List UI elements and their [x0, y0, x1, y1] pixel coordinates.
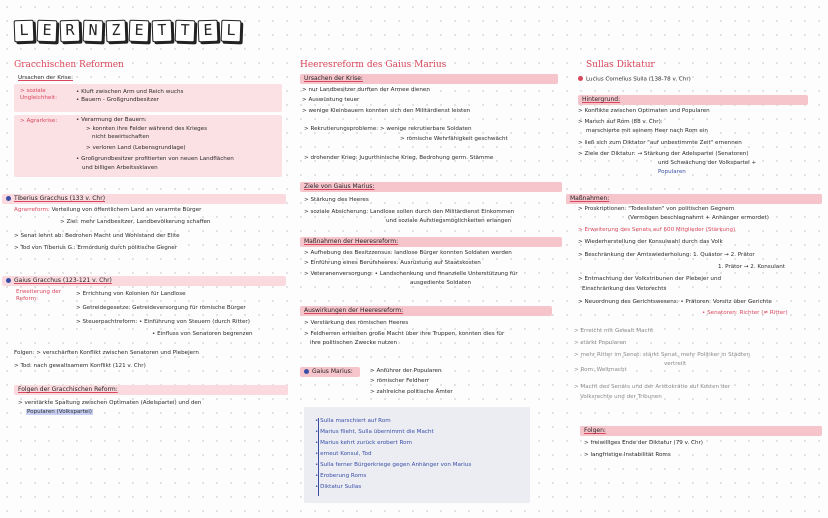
ziele-label: Ziele von Gaius Marius: — [300, 182, 562, 192]
ausw-line: > Feldherren erhielten große Macht über ihre Truppen, konnten dies für — [304, 331, 505, 337]
agrar-line: nicht bewirtschaften — [92, 134, 150, 140]
gm-line: > zahlreiche politische Ämter — [370, 389, 453, 395]
grey-line: > Macht des Senats und der Aristokratie auf Kosten der — [574, 384, 731, 390]
title-letter: E — [198, 20, 219, 43]
soziale-line: • Bauern - Großgrundbesitzer — [76, 97, 159, 103]
mass-line: > Aufhebung des Besitzzensus: landlose Bürger konnten Soldaten werden — [304, 250, 512, 256]
hint-line: > Ziele der Diktatur: → Stärkung der Adelspartei (Senatoren) — [578, 151, 749, 157]
marius-heading: Heeresreform des Gaius Marius — [300, 60, 447, 70]
agrar-line: • Verarmung der Bauern: — [76, 117, 147, 123]
folgen3-label: Folgen: — [580, 426, 822, 436]
agrar-line: • Großgrundbesitzer profitierten von neuen Landflächen — [76, 156, 234, 162]
page-title — [14, 20, 241, 42]
mass-label: Maßnahmen der Heeresreform: — [300, 237, 562, 247]
grey-line: > mehr Ritter im Senat: stärkt Senat, mehr Politiker in Städten — [574, 352, 750, 358]
grey-line: > Erreicht mit Gewalt Macht — [574, 328, 654, 334]
mass3-line: Einschränkung des Vetorechts — [582, 286, 667, 292]
gaius-line: > Errichtung von Kolonien für Landlose — [76, 291, 186, 297]
mass3-line: > Wiederherstellung der Konsulwahl durch das Volk — [578, 239, 723, 245]
mass3-line: > Beschränkung der Amtswiederholung: 1. Quästor → 2. Prätor — [578, 252, 755, 258]
mass3-line: > Erweiterung des Senats auf 600 Mitglieder (Stärkung) — [578, 227, 736, 233]
title-letter: Z — [106, 20, 127, 43]
hint-line: > Marsch auf Rom (88 v. Chr): — [578, 119, 663, 125]
agrar-line: und billigen Arbeitssklaven — [82, 165, 158, 171]
agrar-label: > Agrarkrise: — [20, 118, 58, 124]
sulla-heading: Sullas Diktatur — [586, 60, 655, 70]
gaius-line: > Getreidegesetze: Getreideversorgung für römische Bürger — [76, 305, 246, 311]
mass-line: > Veteranenversorgung: • Landschenkung und finanzielle Unterstützung für — [304, 271, 518, 277]
krise-line: > drohender Krieg: Jugurthinische Krieg, Bedrohung germ. Stämme — [304, 155, 494, 161]
soziale-line: • Kluft zwischen Arm und Reich wuchs — [76, 89, 184, 95]
title-letter: L — [14, 20, 35, 43]
mass3-line: > Entmachtung der Volkstribunen der Plebejer und — [578, 276, 722, 282]
hint-line: > Konflikte zwischen Optimaten und Popularen — [578, 108, 710, 114]
grey-line: > Rom: Weltmacht — [574, 367, 627, 373]
mass3-line: • Senatoren: Richter (≠ Ritter) — [702, 310, 788, 316]
tiberius-line: Agrarreform: Verteilung von öffentlichem Land an verarmte Bürger — [14, 207, 202, 213]
gm-label: Gaius Marius: — [300, 367, 360, 377]
hint-line: Popularen — [658, 169, 686, 175]
ziele-line: > soziale Absicherung: Landlose sollen durch den Militärdienst Einkommen — [304, 209, 515, 215]
hint-line: marschierte mit seinem Heer nach Rom ein — [586, 128, 708, 134]
gm-line: > Anführer der Popularen — [370, 368, 442, 374]
timeline-item: • Diktatur Sullas — [315, 484, 362, 490]
tiberius-line: > Senat lehnt ab: Bedrohen Macht und Wohlstand der Elite — [14, 233, 180, 239]
krise-line: > Rekrutierungsprobleme: > wenige rekrutierbare Soldaten — [304, 126, 472, 132]
gm-line: > römischer Feldherr — [370, 378, 430, 384]
krise-line: > wenige Kleinbauern konnten sich den Militärdienst leisten — [302, 108, 471, 114]
folgen-line: Popularen (Volkspartei) — [27, 409, 92, 415]
folgen-heading: Folgen der Gracchischen Reform: — [14, 385, 288, 395]
ziele-line: und soziale Aufstiegsmöglichkeiten erlangen — [386, 218, 512, 224]
bullet-icon — [304, 369, 309, 374]
mass3-line: (Vermögen beschlagnahmt + Anhänger ermordet) — [628, 215, 769, 221]
bullet-icon — [6, 278, 11, 283]
timeline-item: • erneut Konsul, Tod — [315, 451, 372, 457]
title-letter: E — [37, 20, 58, 43]
folgen-line: > Tod: nach gewaltsamem Konflikt (121 v. Chr) — [14, 363, 146, 369]
hint-line: > ließ sich zum Diktator "auf unbestimmte Zeit" ernennen — [578, 140, 742, 146]
soziale-label: > soziale Ungleichheit: — [20, 88, 57, 102]
title-letter: R — [60, 20, 81, 43]
title-letter: N — [83, 20, 104, 43]
gaius-line: > Steuerpachtreform: • Einführung von Steuern (durch Ritter) — [76, 319, 250, 325]
mass3-line: > Neuordnung des Gerichtswesens: • Prätoren: Vorsitz über Gerichte — [578, 299, 772, 305]
krise-line: > römische Wehrfähigkeit geschwächt — [400, 136, 508, 142]
hint-label: Hintergrund: — [578, 95, 808, 105]
mass-line: > Einführung eines Berufsheeres: Ausrüstung auf Staatskosten — [304, 260, 481, 266]
folgen-line: Folgen: > verschärften Konflikt zwischen Senatoren und Plebejern — [14, 350, 199, 356]
grey-line: Volksrechte und der Tribunen — [580, 394, 662, 400]
title-letter: E — [129, 20, 150, 43]
gaius-heading: Gaius Gracchus (123-121 v. Chr) — [2, 276, 286, 286]
folgen3-line: > freiwilliges Ende der Diktatur (79 v. Chr) — [584, 440, 703, 446]
grey-line: vertreilt — [664, 361, 687, 367]
ausw-line: > Verstärkung des römischen Heeres — [304, 320, 409, 326]
title-letter: T — [152, 20, 173, 43]
folgen3-line: > langfristige Instabilität Roms — [584, 452, 671, 458]
mass3-line: > Proskriptionen: "Todeslisten" von politischen Gegnern — [578, 206, 735, 212]
ursachen-label: Ursachen der Krise: — [18, 75, 73, 81]
tiberius-line: > Tod von Tiberius G.: Ermordung durch politische Gegner — [14, 245, 178, 251]
bullet-icon — [578, 76, 583, 81]
ausw-label: Auswirkungen der Heeresreform: — [300, 306, 552, 316]
folgen-line: > verstärkte Spaltung zwischen Optimaten (Adelspartei) und den — [18, 400, 202, 406]
timeline-item: • Marius kehrt zurück erobert Rom — [315, 440, 412, 446]
krise-line: > nur Landbesitzer durften der Armee dienen — [302, 87, 430, 93]
title-letter: L — [221, 20, 242, 43]
gracchen-heading: Gracchischen Reformen — [14, 60, 124, 70]
krise-line: > Auswüstung teuer — [302, 97, 360, 103]
gaius-label: Erweiterung der Reform: — [16, 289, 62, 303]
agrar-line: > verloren Land (Lebensgrundlage) — [86, 145, 186, 151]
timeline-item: • Sulla ferner Bürgerkriege gegen Anhänger von Marius — [315, 462, 472, 468]
hint-line: und Schwächung der Volkspartei + — [658, 160, 757, 166]
agrar-line: > konnten ihre Felder während des Krieges — [86, 126, 208, 132]
mass-line: ausgediente Soldaten — [410, 280, 472, 286]
mass3-line: 1. Prätor → 2. Konsulant — [718, 264, 785, 270]
bullet-icon — [6, 196, 11, 201]
timeline-item: • Sulla marschiert auf Rom — [315, 418, 391, 424]
gaius-line: • Einfluss von Senatoren begrenzen — [152, 331, 253, 337]
title-letter: T — [175, 20, 196, 43]
timeline-item: • Eroberung Roms — [315, 473, 367, 479]
timeline-item: • Marius flieht, Sulla übernimmt die Macht — [315, 429, 434, 435]
grey-line: > stärkt Popularen — [574, 340, 627, 346]
tiberius-heading: Tiberius Gracchus (133 v. Chr) — [2, 194, 286, 204]
tiberius-line: > Ziel: mehr Landbesitzer, Landbevölkerung schaffen — [60, 219, 211, 225]
ausw-line: ihre politischen Zwecke nutzen — [310, 340, 398, 346]
sulla-name: Lucius Cornelius Sulla (138-78 v. Chr) — [578, 76, 691, 84]
ziele-line: > Stärkung des Heeres — [304, 197, 369, 203]
mass3-label: Maßnahmen: — [566, 194, 822, 204]
krise-label: Ursachen der Krise: — [300, 74, 558, 84]
